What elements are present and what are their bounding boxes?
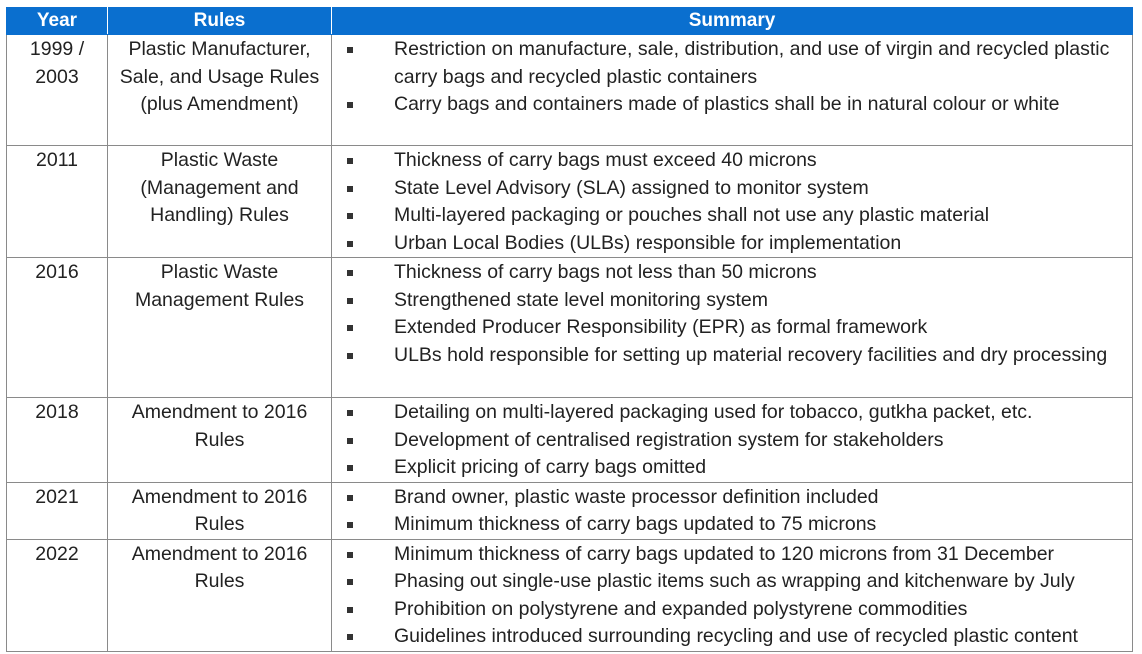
summary-item-text: Minimum thickness of carry bags updated to 120 microns from 31 December [394, 542, 1055, 565]
summary-item-text: Minimum thickness of carry bags updated to 75 microns [394, 513, 877, 535]
summary-cell [332, 482, 1133, 539]
summary-item-text: Detailing on multi-layered packaging used for tobacco, gutkha packet, etc. [394, 401, 1033, 423]
summary-item-text: Prohibition on polystyrene and expanded polystyrene commodities [394, 597, 968, 620]
summary-item-text: Brand owner, plastic waste processor definition included [394, 485, 879, 508]
summary-item [332, 287, 1126, 315]
rules-cell: Plastic Manufacturer, Sale, and Usage Rules (plus Amendment) [108, 35, 332, 146]
table-row [7, 258, 1133, 398]
summary-item-text: Multi-layered packaging or pouches shall not use any plastic material [394, 204, 990, 226]
table-row [7, 35, 1133, 146]
summary-item-text: State Level Advisory (SLA) assigned to monitor system [394, 176, 869, 199]
summary-item [332, 541, 1126, 569]
summary-cell [332, 398, 1133, 483]
summary-item-text: Carry bags and containers made of plastics shall be in natural colour or white [394, 93, 1060, 115]
summary-cell [332, 539, 1133, 651]
summary-item-text: Phasing out single-use plastic items such as wrapping and kitchenware by July [394, 570, 1075, 592]
summary-cell [332, 258, 1133, 398]
square-bullet-icon [347, 158, 353, 164]
summary-cell [332, 146, 1133, 258]
header-year: Year [7, 8, 108, 35]
summary-item [332, 511, 1126, 539]
summary-item [332, 568, 1126, 596]
summary-item-text: ULBs hold responsible for setting up material recovery facilities and dry processing [394, 343, 1108, 366]
header-summary: Summary [332, 8, 1133, 35]
summary-list [332, 399, 1126, 482]
year-cell: 1999 / 2003 [7, 35, 108, 146]
summary-item-text: Strengthened state level monitoring system [394, 288, 768, 311]
summary-item-text: Restriction on manufacture, sale, distribution, and use of virgin and recycled plastic carry bags and recycled plastic containers [394, 38, 1110, 88]
square-bullet-icon [347, 47, 353, 53]
summary-item [332, 454, 1126, 482]
summary-item [332, 202, 1126, 230]
summary-item-text: Thickness of carry bags must exceed 40 microns [394, 149, 817, 171]
summary-item-text: Development of centralised registration system for stakeholders [394, 428, 944, 451]
table-row [7, 146, 1133, 258]
summary-item [332, 623, 1126, 651]
summary-item [332, 36, 1126, 91]
square-bullet-icon [347, 213, 353, 219]
summary-item [332, 147, 1126, 175]
summary-item [332, 484, 1126, 512]
summary-item-text: Guidelines introduced surrounding recycling and use of recycled plastic content [394, 625, 1078, 647]
year-cell: 2018 [7, 398, 108, 483]
summary-item [332, 91, 1126, 119]
rules-cell: Plastic Waste (Management and Handling) Rules [108, 146, 332, 258]
header-rules: Rules [108, 8, 332, 35]
rules-cell: Amendment to 2016 Rules [108, 398, 332, 483]
summary-item-text: Extended Producer Responsibility (EPR) as formal framework [394, 316, 928, 338]
rules-cell: Plastic Waste Management Rules [108, 258, 332, 398]
year-cell: 2021 [7, 482, 108, 539]
summary-list [332, 484, 1126, 539]
summary-item [332, 259, 1126, 287]
plastic-rules-table [6, 7, 1133, 652]
rules-table-container [6, 7, 1132, 652]
summary-cell [332, 35, 1133, 146]
summary-item-text: Thickness of carry bags not less than 50 microns [394, 261, 817, 283]
table-row [7, 398, 1133, 483]
summary-item [332, 314, 1126, 342]
square-bullet-icon [347, 298, 353, 304]
summary-list [332, 541, 1126, 651]
square-bullet-icon [347, 552, 353, 558]
table-row [7, 539, 1133, 651]
summary-item [332, 230, 1126, 258]
square-bullet-icon [347, 270, 353, 276]
square-bullet-icon [347, 186, 353, 192]
year-cell: 2011 [7, 146, 108, 258]
square-bullet-icon [347, 410, 353, 416]
square-bullet-icon [347, 579, 353, 585]
square-bullet-icon [347, 102, 353, 108]
summary-list [332, 259, 1126, 369]
square-bullet-icon [347, 634, 353, 640]
year-cell: 2016 [7, 258, 108, 398]
summary-item-text: Explicit pricing of carry bags omitted [394, 456, 707, 478]
summary-list [332, 147, 1126, 257]
square-bullet-icon [347, 607, 353, 613]
summary-item [332, 399, 1126, 427]
square-bullet-icon [347, 522, 353, 528]
table-row [7, 482, 1133, 539]
summary-list [332, 36, 1126, 119]
summary-item [332, 342, 1126, 370]
summary-item-text: Urban Local Bodies (ULBs) responsible for implementation [394, 231, 902, 254]
summary-item [332, 175, 1126, 203]
summary-item [332, 596, 1126, 624]
square-bullet-icon [347, 325, 353, 331]
table-header-row [7, 8, 1133, 35]
square-bullet-icon [347, 438, 353, 444]
square-bullet-icon [347, 353, 353, 359]
square-bullet-icon [347, 241, 353, 247]
summary-item [332, 427, 1126, 455]
rules-cell: Amendment to 2016 Rules [108, 539, 332, 651]
rules-cell: Amendment to 2016 Rules [108, 482, 332, 539]
square-bullet-icon [347, 465, 353, 471]
year-cell: 2022 [7, 539, 108, 651]
square-bullet-icon [347, 495, 353, 501]
